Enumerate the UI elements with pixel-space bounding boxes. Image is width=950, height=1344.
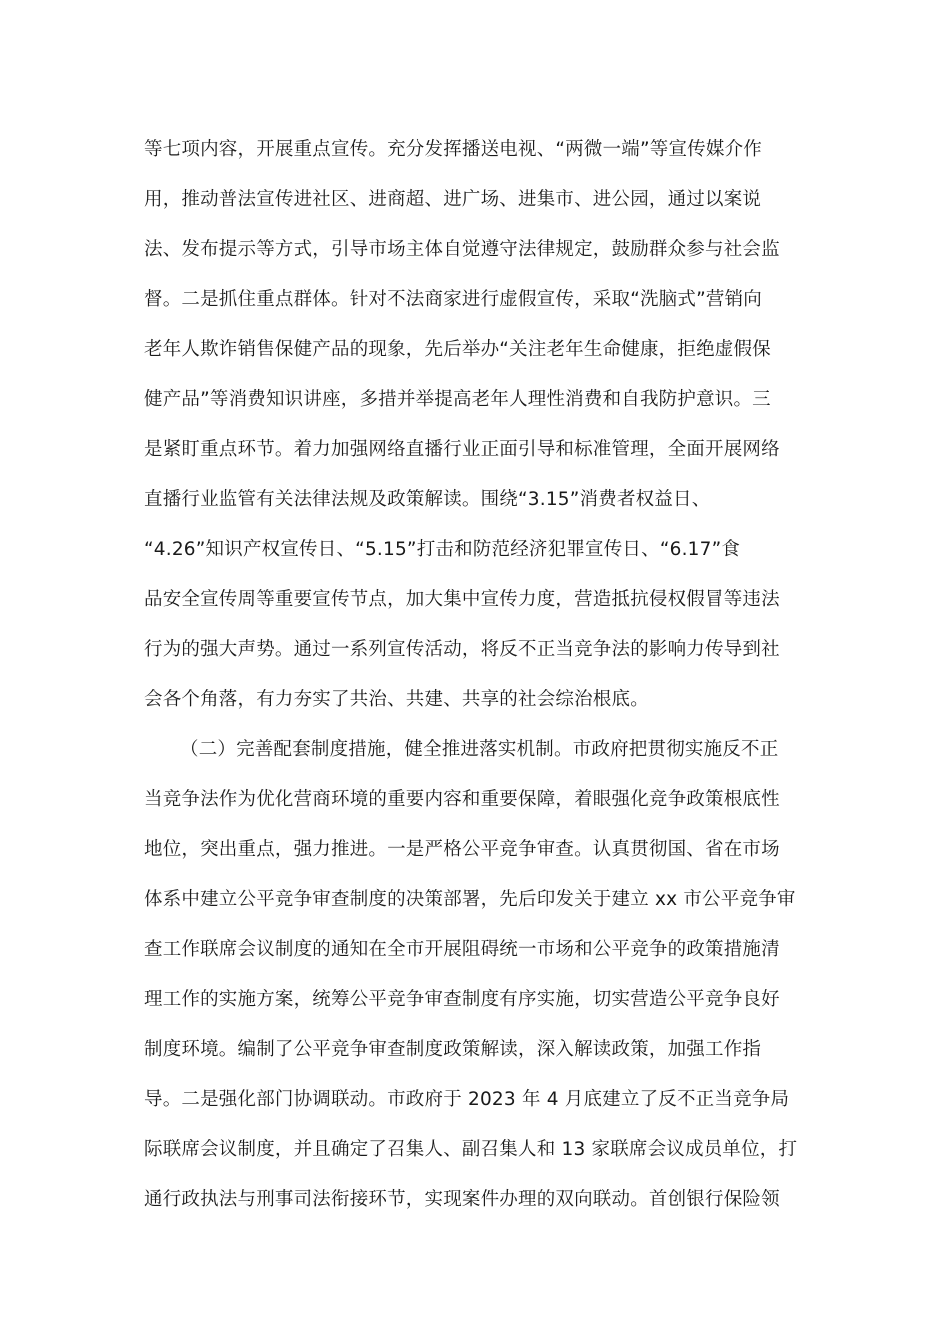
body-text-line: 际联席会议制度，并且确定了召集人、副召集人和 13 家联席会议成员单位，打 bbox=[144, 1139, 798, 1160]
body-text-line: 是紧盯重点环节。着力加强网络直播行业正面引导和标准管理，全面开展网络 bbox=[144, 439, 780, 460]
body-text-line: “4.26”知识产权宣传日、“5.15”打击和防范经济犯罪宣传日、“6.17”食 bbox=[144, 539, 741, 560]
body-text-line: 导。二是强化部门协调联动。市政府于 2023 年 4 月底建立了反不正当竞争局 bbox=[144, 1089, 790, 1110]
section-heading-line: （二）完善配套制度措施，健全推进落实机制。市政府把贯彻实施反不正 bbox=[180, 739, 779, 760]
body-text-line: 健产品”等消费知识讲座，多措并举提高老年人理性消费和自我防护意识。三 bbox=[144, 389, 771, 410]
body-text-line: 行为的强大声势。通过一系列宣传活动，将反不正当竞争法的影响力传导到社 bbox=[144, 639, 780, 660]
body-text-line: 品安全宣传周等重要宣传节点，加大集中宣传力度，营造抵抗侵权假冒等违法 bbox=[144, 589, 780, 610]
body-text-line: 当竞争法作为优化营商环境的重要内容和重要保障，着眼强化竞争政策根底性 bbox=[144, 789, 780, 810]
body-text-line: 督。二是抓住重点群体。针对不法商家进行虚假宣传，采取“洗脑式”营销向 bbox=[144, 289, 762, 310]
body-text-line: 通行政执法与刑事司法衔接环节，实现案件办理的双向联动。首创银行保险领 bbox=[144, 1189, 780, 1210]
body-text-line: 直播行业监管有关法律法规及政策解读。围绕“3.15”消费者权益日、 bbox=[144, 489, 711, 510]
body-text-line: 法、发布提示等方式，引导市场主体自觉遵守法律规定，鼓励群众参与社会监 bbox=[144, 239, 780, 260]
body-text-line: 老年人欺诈销售保健产品的现象，先后举办“关注老年生命健康，拒绝虚假保 bbox=[144, 339, 771, 360]
body-text-line: 会各个角落，有力夯实了共治、共建、共享的社会综治根底。 bbox=[144, 689, 649, 710]
body-text-line: 用，推动普法宣传进社区、进商超、进广场、进集市、进公园，通过以案说 bbox=[144, 189, 762, 210]
body-text-line: 体系中建立公平竞争审查制度的决策部署，先后印发关于建立 xx 市公平竞争审 bbox=[144, 889, 796, 910]
body-text-line: 查工作联席会议制度的通知在全市开展阻碍统一市场和公平竞争的政策措施清 bbox=[144, 939, 780, 960]
body-text-line: 等七项内容，开展重点宣传。充分发挥播送电视、“两微一端”等宣传媒介作 bbox=[144, 139, 762, 160]
body-text-line: 制度环境。编制了公平竞争审查制度政策解读，深入解读政策，加强工作指 bbox=[144, 1039, 762, 1060]
body-text-line: 理工作的实施方案，统筹公平竞争审查制度有序实施，切实营造公平竞争良好 bbox=[144, 989, 780, 1010]
body-text-line: 地位，突出重点，强力推进。一是严格公平竞争审查。认真贯彻国、省在市场 bbox=[144, 839, 780, 860]
